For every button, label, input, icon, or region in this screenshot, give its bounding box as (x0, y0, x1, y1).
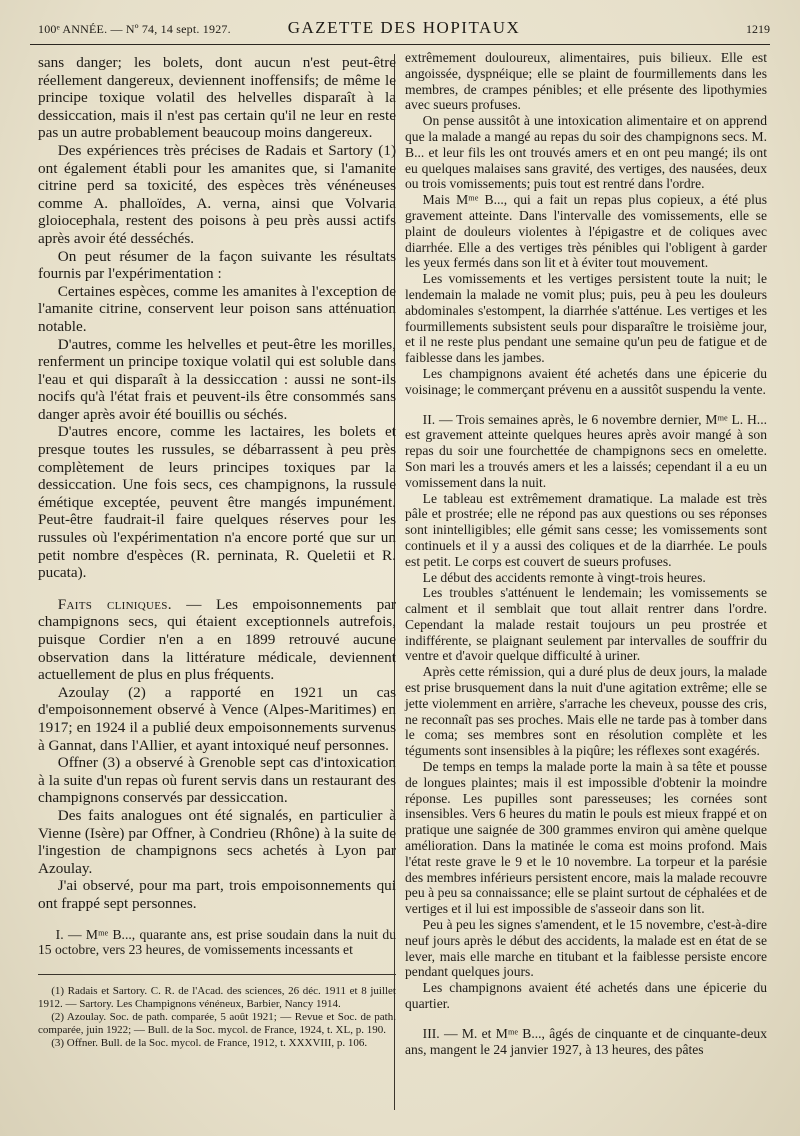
paragraph: Certaines espèces, comme les amanites à l'exception de l'amanite citrine, conservent leur poison sans atténuation notable. (38, 282, 396, 335)
footnote-rule (38, 974, 396, 975)
section-paragraph (38, 596, 396, 684)
paragraph: extrêmement douloureux, alimentaires, puis bilieux. Elle est angoissée, dyspnéique; elle se plaint de fourmillements dans les membres, de crampes pénibles; et elle présente des lipothymies avec sueurs profuses. (405, 50, 767, 113)
paragraph: Des expériences très précises de Radais et Sartory (1) ont également établi pour les amanites que, si l'amanite citrine perd sa toxicité, des espèces très vénéneuses comme A. phalloïdes, A. verna, ainsi que Volvaria gloiocephala, restent des poisons à peu près aussi actifs après avoir été desséchés. (38, 141, 396, 247)
footnote: (3) Offner. Bull. de la Soc. mycol. de France, 1912, t. XXXVIII, p. 106. (51, 1037, 368, 1050)
footnote: (2) Azoulay. Soc. de path. comparée, 5 août 1921; — Revue et Soc. de path. comparée, juin 1922; — Bull. de la Soc. mycol. de France, 1924, t. XL, p. 190. (38, 1011, 396, 1036)
paragraph: Des faits analogues ont été signalés, en particulier à Vienne (Isère) par Offner, à Condrieu (Rhône) à la suite de l'ingestion de champignons secs achetés à Lyon par Azoulay. (38, 806, 396, 877)
paragraph: Mais Mᵐᵉ B..., qui a fait un repas plus copieux, a été plus gravement atteinte. Dans l'intervalle des vomissements, elle se plaint de douleurs violentes à l'épigastre et de coliques avec diarrhée. Elle a des vertiges très pénibles qui l'obligent à garder les yeux fermés dans son lit et à éviter tout mouvement. (405, 192, 767, 271)
paragraph: Peu à peu les signes s'amendent, et le 15 novembre, c'est-à-dire neuf jours après le début des accidents, la malade est en état de se lever, mais elle marche en titubant et la faiblesse persiste encore pendant quelques jours. (405, 917, 767, 980)
section-heading: Faits cliniques. (57, 595, 172, 613)
issue-info: 100ᵉ ANNÉE. — Nº 74, 14 sept. 1927. (38, 22, 231, 36)
paragraph: Offner (3) a observé à Grenoble sept cas d'intoxication à la suite d'un repas où furent servis dans un restaurant des champignons conservés par dessiccation. (38, 754, 396, 807)
footnotes (38, 985, 396, 1050)
page-number: 1219 (746, 22, 770, 36)
journal-title: GAZETTE DES HOPITAUX (287, 18, 521, 37)
paragraph: D'autres encore, comme les lactaires, les bolets et presque toutes les russules, se débarrassent à peu près complètement de leurs principes toxiques par la dessiccation. Une fois secs, ces champignons, la russule émétique exceptée, peuvent être mangés impunément. Peut-être faudrait-il faire quelques réserves pour les russules où l'expérimentation n'a encore porté que sur un petit nombre d'espèces (R. perninata, R. Queletii et R. pucata). (38, 423, 396, 582)
paragraph: Les vomissements et les vertiges persistent toute la nuit; le lendemain la malade ne vomit plus; puis, peu à peu les douleurs abdominales s'estompent, la diarrhée s'atténue. Les vertiges et les fourmillements subsistent seuls pour disparaître le troisième jour, et il ne reste plus pendant une semaine qu'un peu de fatigue et de faiblesse dans les jambes. (405, 271, 767, 366)
footnote: (1) Radais et Sartory. C. R. de l'Acad. des sciences, 26 déc. 1911 et 8 juillet 1912. — Sartory. Les Champignons vénéneux, Barbier, Nancy 1914. (38, 985, 396, 1010)
case-paragraph: II. — Trois semaines après, le 6 novembre dernier, Mᵐᵉ L. H... est gravement atteinte quelques heures après avoir mangé à son repas du soir une fourchettée de champignons secs en omelette. Son mari les a trouvés amers et les a laissés; cependant il a eu un vomissement dans la nuit. (405, 411, 767, 490)
paragraph: sans danger; les bolets, dont aucun n'est peut-être réellement dangereux, deviennent inoffensifs; de même le principe toxique volatil des helvelles disparaît à la dessiccation, mais il n'est pas certain qu'il ne leur en reste pas un autre probablement beaucoup moins dangereux. (38, 54, 396, 142)
header-rule (30, 44, 770, 45)
left-column (38, 54, 396, 1051)
paragraph: Azoulay (2) a rapporté en 1921 un cas d'empoisonnement observé à Vence (Alpes-Maritimes) en 1917; en 1924 il a publié deux empoisonnements survenus à Gannat, dans l'Allier, et ayant intoxiqué neuf personnes. (38, 683, 396, 754)
paragraph: D'autres, comme les helvelles et peut-être les morilles, renferment un principe toxique volatil qui est soluble dans l'eau et qui disparaît à la dessiccation : aussi ne sont-ils nocifs qu'à l'état frais et peuvent-ils être consommés sans danger après avoir été bouillis ou séchés. (38, 335, 396, 423)
section-text: — Les empoisonnements par champignons secs, qui étaient exceptionnels autrefois, puisque Cordier n'en a en 1899 retrouvé aucune observation dans la littérature médicale, deviennent actuellement de plus en plus fréquents. (38, 595, 396, 684)
paragraph: Le tableau est extrêmement dramatique. La malade est très pâle et prostrée; elle ne répond pas aux questions ou ses réponses sont inintelligibles; elle gémit sans cesse; les vomissements sont continuels et il y a aussi des coliques et de la diarrhée. Le pouls est petit. Le corps est couvert de sueurs profuses. (405, 490, 767, 569)
paragraph: J'ai observé, pour ma part, trois empoisonnements qui ont frappé sept personnes. (38, 877, 396, 912)
case-paragraph: III. — M. et Mᵐᵉ B..., âgés de cinquante et de cinquante-deux ans, mangent le 24 janvier 1927, à 13 heures, des pâtes (405, 1025, 767, 1057)
page-header (38, 14, 770, 40)
paragraph: Le début des accidents remonte à vingt-trois heures. (422, 569, 706, 585)
case-paragraph: I. — Mᵐᵉ B..., quarante ans, est prise soudain dans la nuit du 15 octobre, vers 23 heures, de vomissements incessants et (38, 926, 396, 958)
paragraph: Après cette rémission, qui a duré plus de deux jours, la malade est prise brusquement dans la nuit d'une agitation extrême; elle se jette violemment en arrière, s'arrache les cheveux, pousse des cris, ne reconnaît pas ses proches. Mais elle ne tarde pas à tomber dans le coma; ses membres sont en résolution complète et les téguments sont insensibles à la piqûre; les réflexes sont exagérés. (405, 664, 767, 759)
paragraph: Les champignons avaient été achetés dans une épicerie du quartier. (405, 980, 767, 1012)
right-column (405, 50, 767, 1057)
paragraph: De temps en temps la malade porte la main à sa tête et pousse de longues plaintes; mais il est impossible d'obtenir la moindre réponse. Les pupilles sont paresseuses; les cornées sont insensibles. Vers 6 heures du matin le pouls est mieux frappé et on pratique une saignée de 300 grammes environ qui amène quelque amélioration. Dans la matinée le coma est moins profond. Mais l'état reste grave le 9 et le 10 novembre. La torpeur et la parésie des membres inférieurs persistent encore, mais la malade recouvre peu à peu sa connaissance; elle se plaint surtout de céphalées et de vertiges et il lui est impossible de s'asseoir dans son lit. (405, 759, 767, 917)
paragraph: On pense aussitôt à une intoxication alimentaire et on apprend que la malade a mangé au repas du soir des champignons secs. M. B... et leur fils les ont trouvés amers et en ont peu mangé; ils ont eu quelques malaises sans gravité, des vertiges, des nausées, deux ou trois vomissements; puis tout est rentré dans l'ordre. (405, 113, 767, 192)
paragraph: Les champignons avaient été achetés dans une épicerie du voisinage; le commerçant prévenu en a aussitôt suspendu la vente. (405, 365, 767, 397)
paragraph: On peut résumer de la façon suivante les résultats fournis par l'expérimentation : (38, 247, 396, 283)
paragraph: Les troubles s'atténuent le lendemain; les vomissements se calment et il semblait que tout allait rentrer dans l'ordre. Cependant la malade restait toujours un peu prostrée et indifférente, se plaignant seulement par intervalles de souffrir du ventre et d'avoir quelque difficulté à uriner. (405, 585, 767, 664)
